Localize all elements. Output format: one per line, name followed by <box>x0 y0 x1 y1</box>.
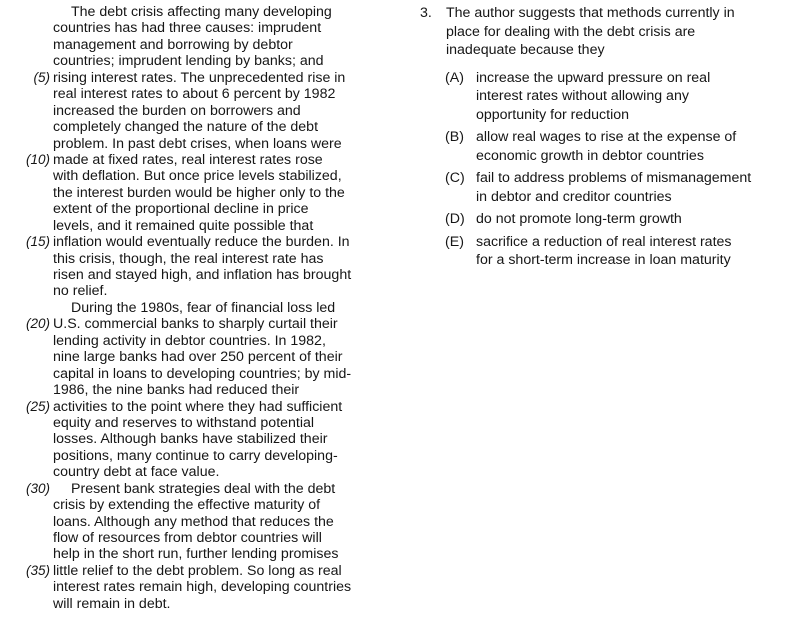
passage-line <box>0 86 400 102</box>
passage-text: nine large banks had over 250 percent of their <box>53 349 343 366</box>
passage-text: no relief. <box>53 283 108 300</box>
passage-text: equity and reserves to withstand potential <box>53 414 315 431</box>
passage-text: completely changed the nature of the debt <box>53 119 319 136</box>
passage-line <box>0 563 400 579</box>
passage-line <box>0 366 400 382</box>
passage-text: U.S. commercial banks to sharply curtail their <box>53 316 338 333</box>
choice-text: interest rates without allowing any <box>476 88 689 104</box>
passage-line <box>0 431 400 447</box>
passage-line <box>0 168 400 184</box>
passage-line <box>0 267 400 283</box>
passage-text: this crisis, though, the real interest rate has <box>53 250 324 267</box>
passage-line <box>0 234 400 250</box>
line-number: (35) <box>25 562 50 578</box>
passage-line <box>0 481 400 497</box>
passage-line <box>0 333 400 349</box>
question-stem <box>420 4 800 60</box>
choice-c[interactable] <box>420 169 800 206</box>
choice-text: for a short-term increase in loan maturity <box>476 252 731 268</box>
passage-line <box>0 283 400 299</box>
choice-text: do not promote long-term growth <box>476 211 682 227</box>
passage-text: problem. In past debt crises, when loans were <box>53 135 342 152</box>
passage-line <box>0 251 400 267</box>
passage-text: countries has had three causes: imprudent <box>53 20 322 37</box>
passage-text: the interest burden would be higher only to the <box>53 184 345 201</box>
choice-text: allow real wages to rise at the expense of <box>476 129 737 145</box>
choice-text: increase the upward pressure on real <box>476 69 711 86</box>
passage-text: Present bank strategies deal with the debt <box>71 480 336 497</box>
passage-line <box>0 300 400 316</box>
passage-line <box>0 218 400 234</box>
choice-text: economic growth in debtor countries <box>476 147 704 164</box>
passage-text: little relief to the debt problem. So long as real <box>53 562 342 579</box>
choice-text: opportunity for reduction <box>476 106 630 123</box>
line-number: (10) <box>25 151 50 167</box>
line-number: (20) <box>25 316 50 332</box>
passage-line <box>0 152 400 168</box>
line-number: (30) <box>25 480 50 496</box>
passage-line <box>0 448 400 464</box>
passage-text: loans. Although any method that reduces the <box>53 513 334 530</box>
passage-line <box>0 399 400 415</box>
answer-choices <box>420 69 800 270</box>
choice-label: (A) <box>445 69 464 86</box>
choice-text: in debtor and creditor countries <box>476 188 672 205</box>
question-3 <box>420 4 800 274</box>
passage-line <box>0 201 400 217</box>
passage-line <box>0 119 400 135</box>
passage-line <box>0 37 400 53</box>
passage-line <box>0 70 400 86</box>
choice-e[interactable] <box>420 233 800 270</box>
question-stem-line: inadequate because they <box>446 42 605 58</box>
passage-text: increased the burden on borrowers and <box>53 102 301 119</box>
question-number: 3. <box>420 5 432 21</box>
passage-line <box>0 514 400 530</box>
passage-text: rising interest rates. The unprecedented rise in <box>53 69 346 86</box>
passage-text: country debt at face value. <box>53 464 220 481</box>
choice-b[interactable] <box>420 128 800 165</box>
choice-text: fail to address problems of mismanagement <box>476 170 752 186</box>
passage-text: help in the short run, further lending promises <box>53 546 339 563</box>
choice-label: (B) <box>445 129 464 145</box>
passage-text: made at fixed rates, real interest rates rose <box>53 151 323 168</box>
passage-line <box>0 349 400 365</box>
passage-text: capital in loans to developing countries; by mid- <box>53 365 352 382</box>
choice-a[interactable] <box>420 69 800 125</box>
passage-line <box>0 497 400 513</box>
passage-text: countries; imprudent lending by banks; and <box>53 53 324 70</box>
passage-text: extent of the proportional decline in price <box>53 201 309 218</box>
passage-line <box>0 546 400 562</box>
line-number: (25) <box>25 398 50 414</box>
passage-line <box>0 579 400 595</box>
passage-line <box>0 316 400 332</box>
passage-line <box>0 136 400 152</box>
passage-line <box>0 415 400 431</box>
passage-line <box>0 20 400 36</box>
passage-text: risen and stayed high, and inflation has brought <box>53 267 352 283</box>
passage-text: flow of resources from debtor countries will <box>53 530 322 546</box>
passage-text: with deflation. But once price levels stabilized, <box>53 168 342 185</box>
passage-text: management and borrowing by debtor <box>53 36 293 53</box>
passage-text: interest rates remain high, developing countries <box>53 579 352 596</box>
passage-line <box>0 530 400 546</box>
choice-d[interactable] <box>420 210 800 229</box>
passage-line <box>0 464 400 480</box>
passage-text: The debt crisis affecting many developing <box>71 4 332 20</box>
choice-label: (D) <box>445 211 465 227</box>
passage-line <box>0 53 400 69</box>
passage-text: real interest rates to about 6 percent by 1982 <box>53 86 336 103</box>
line-number: (15) <box>25 234 50 250</box>
passage-text: losses. Although banks have stabilized their <box>53 431 328 448</box>
passage-line <box>0 103 400 119</box>
line-number: (5) <box>33 69 50 85</box>
passage-line <box>0 596 400 612</box>
passage-text: During the 1980s, fear of financial loss led <box>71 299 336 316</box>
passage-text: lending activity in debtor countries. In 1982, <box>53 332 326 349</box>
passage-text: will remain in debt. <box>53 595 171 612</box>
choice-text: sacrifice a reduction of real interest rates <box>476 233 732 250</box>
passage-text: 1986, the nine banks had reduced their <box>53 382 300 399</box>
passage-text: activities to the point where they had sufficient <box>53 398 343 415</box>
passage-text: inflation would eventually reduce the burden. In <box>53 234 350 251</box>
question-stem-line: place for dealing with the debt crisis are <box>446 23 696 40</box>
passage-text: positions, many continue to carry developing- <box>53 447 338 464</box>
passage-line <box>0 4 400 20</box>
question-stem-line: The author suggests that methods currently in <box>446 5 735 21</box>
passage-line <box>0 382 400 398</box>
passage-line <box>0 185 400 201</box>
choice-label: (C) <box>445 170 465 186</box>
choice-label: (E) <box>445 233 464 250</box>
passage-text: levels, and it remained quite possible that <box>53 217 314 234</box>
passage-text: crisis by extending the effective maturity of <box>53 497 321 514</box>
reading-passage <box>0 4 400 612</box>
